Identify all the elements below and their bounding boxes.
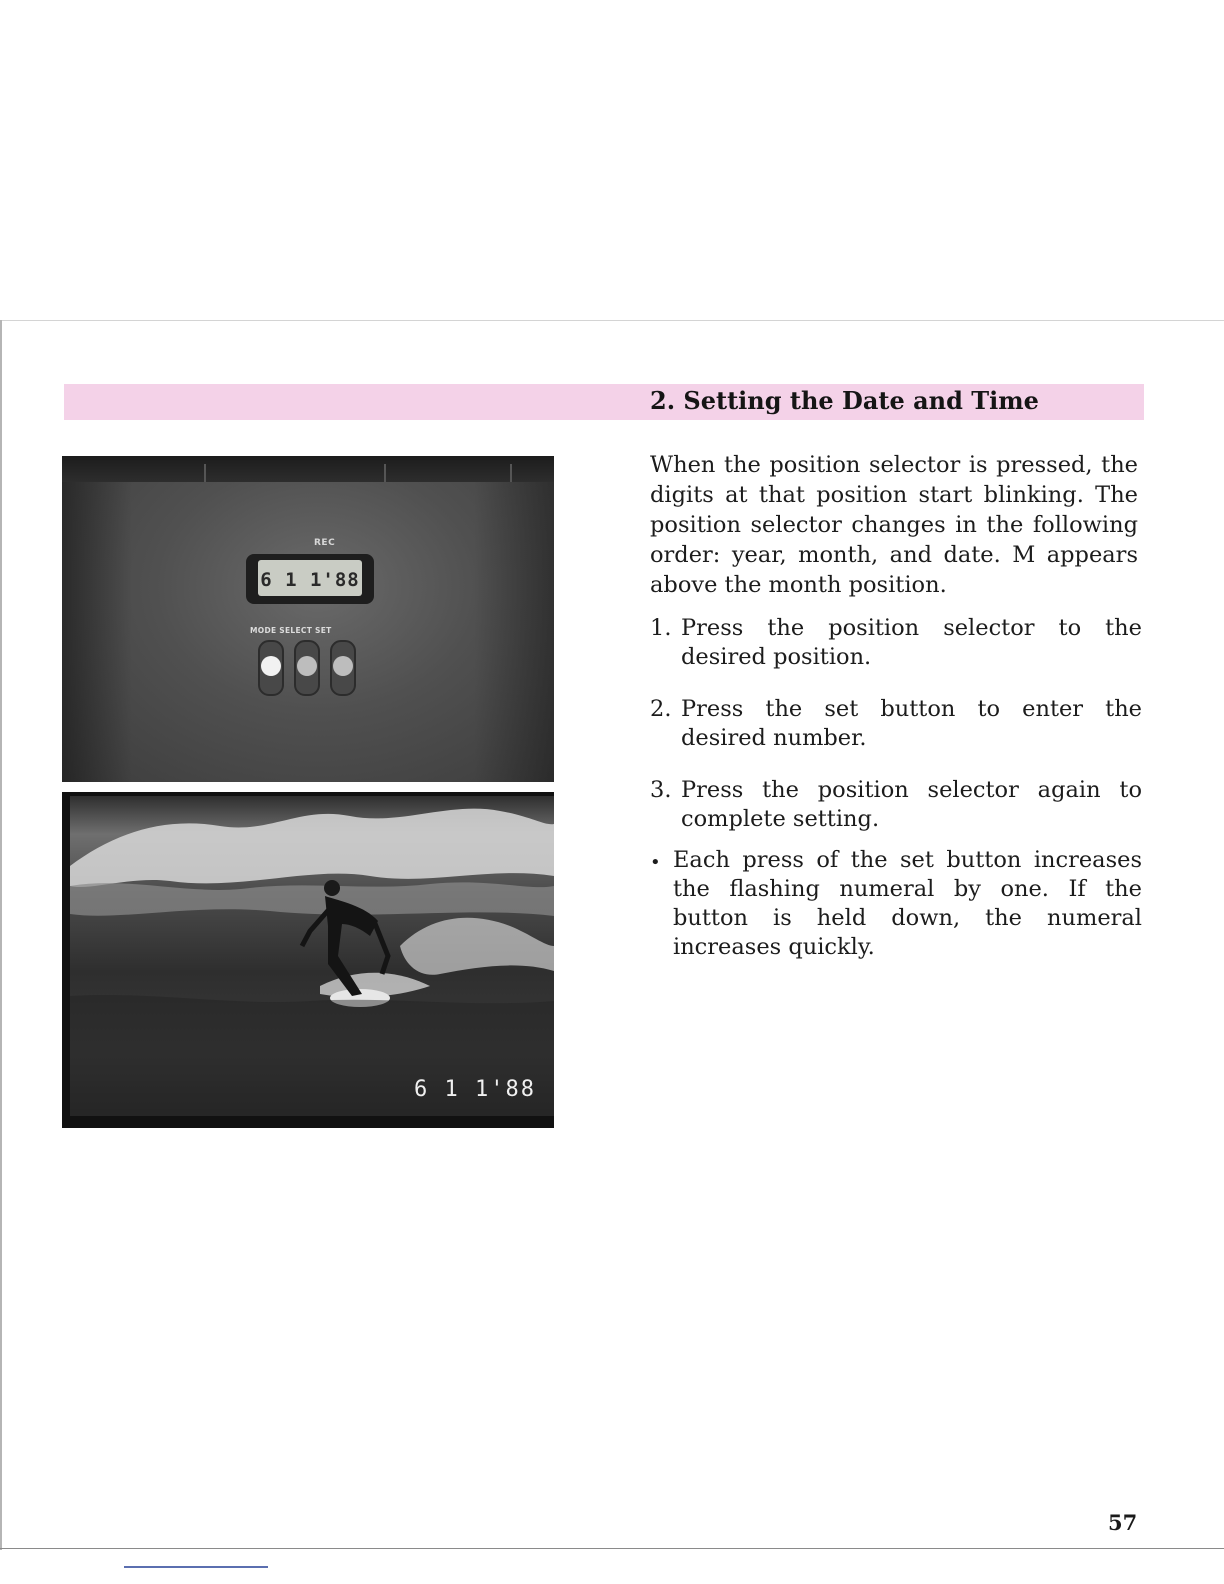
set-button	[330, 640, 356, 696]
lcd-display: 6 1 1'88	[258, 560, 362, 596]
step-number: 2.	[650, 696, 672, 722]
note-text: Each press of the set button increases the flashing numeral by one. If the button is held down, the numeral increases quickly.	[673, 847, 1142, 960]
top-rule	[0, 320, 1224, 321]
step-number: 1.	[650, 615, 672, 641]
intro-text: When the position selector is pressed, the digits at that position start blinking. The position selector changes in the following order: year, month, and date. M appears above the month position.	[650, 452, 1138, 598]
step-item	[650, 776, 1142, 834]
step-text: Press the position selector again to complete setting.	[681, 777, 1142, 832]
section-heading: 2. Setting the Date and Time	[650, 386, 1039, 415]
button-labels: MODE SELECT SET	[250, 626, 332, 635]
select-button	[294, 640, 320, 696]
step-text: Press the set button to enter the desired number.	[681, 696, 1142, 751]
intro-paragraph	[650, 450, 1138, 600]
step-item	[650, 614, 1142, 672]
step-number: 3.	[650, 777, 672, 803]
step-text: Press the position selector to the desired position.	[681, 615, 1142, 670]
page-edge	[0, 320, 2, 1550]
rec-label: REC	[314, 538, 336, 548]
bottom-rule	[0, 1548, 1224, 1549]
mode-button	[258, 640, 284, 696]
note-item	[650, 846, 1142, 962]
camera-top-edge	[62, 456, 554, 482]
camera-panel-photo	[62, 456, 554, 782]
footer-rule	[124, 1566, 268, 1568]
bullet-icon: •	[650, 852, 661, 873]
surfer-photo	[62, 792, 554, 1128]
surfer-photo-frame	[70, 796, 554, 1116]
date-imprint: 6 1 1'88	[414, 1077, 536, 1102]
surf-scene	[70, 796, 554, 1116]
step-item	[650, 695, 1142, 753]
page-number: 57	[1108, 1510, 1138, 1535]
